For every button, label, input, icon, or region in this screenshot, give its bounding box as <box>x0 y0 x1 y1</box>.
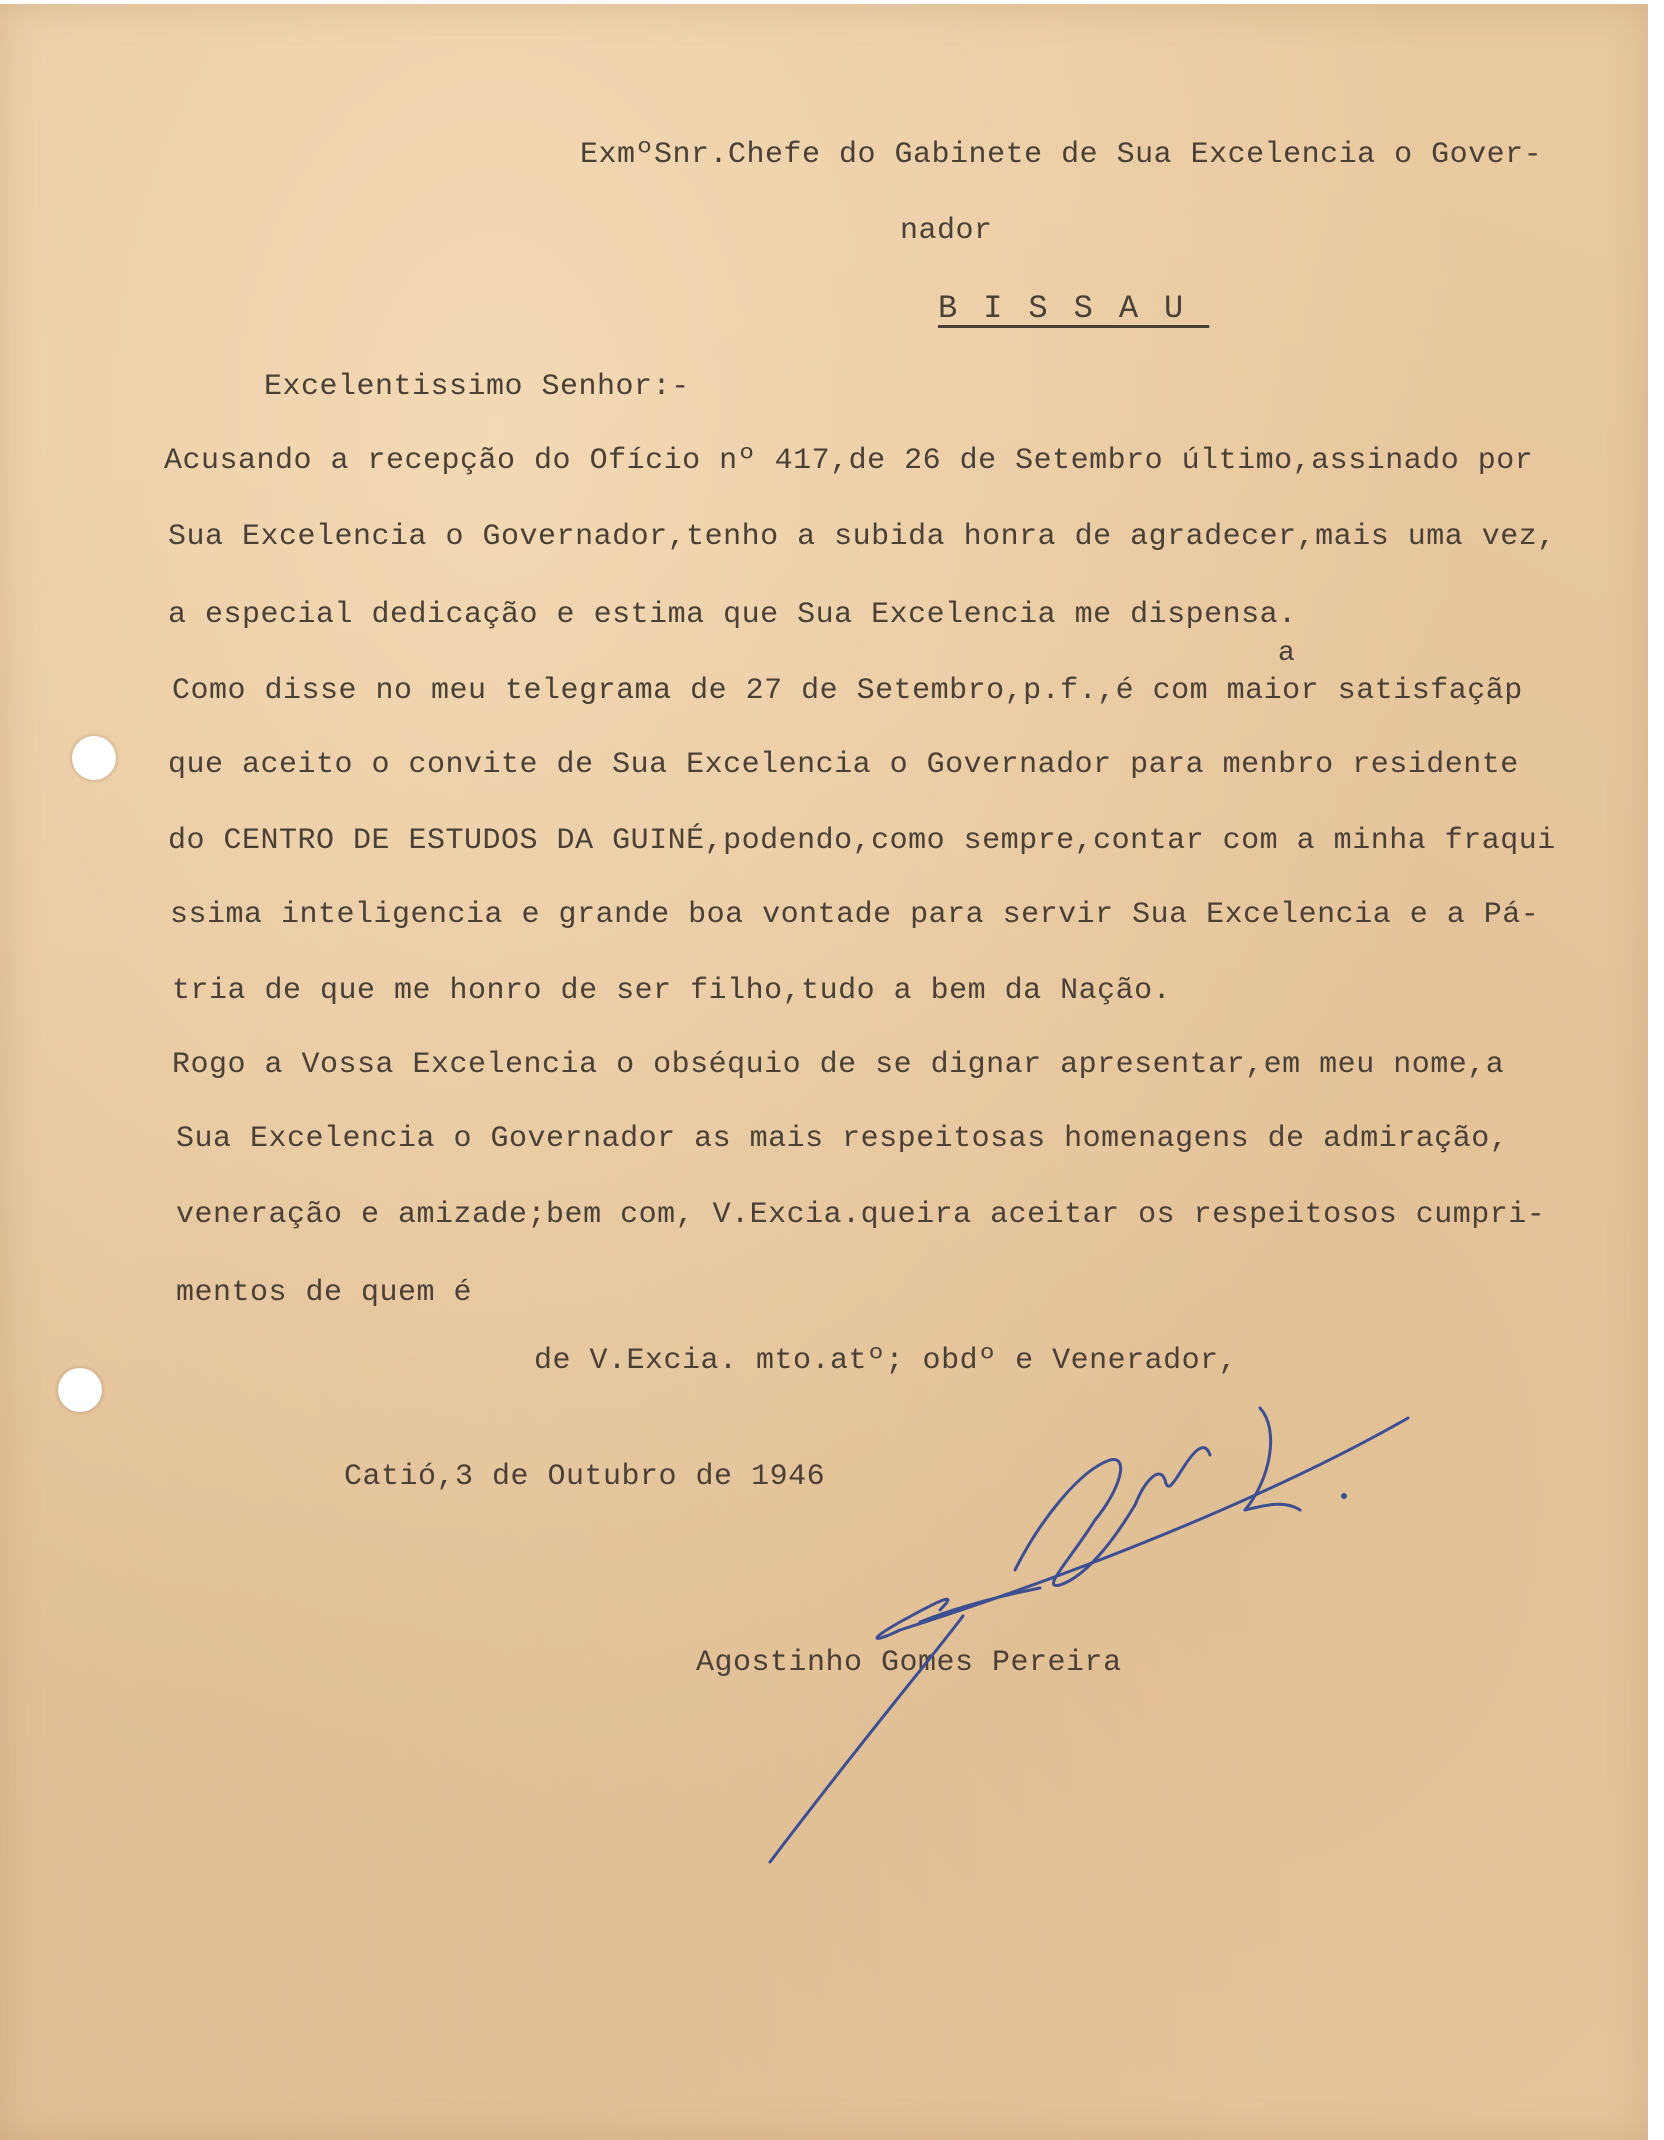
body-line: mentos de quem é <box>176 1276 473 1310</box>
body-line: do CENTRO DE ESTUDOS DA GUINÉ,podendo,como sempre,contar com a minha fraqui <box>168 824 1556 858</box>
body-line: Sua Excelencia o Governador,tenho a subida honra de agradecer,mais uma vez, <box>168 520 1556 554</box>
body-line: tria de que me honro de ser filho,tudo a bem da Nação. <box>172 974 1172 1008</box>
body-line: Acusando a recepção do Ofício nº 417,de 26 de Setembro último,assinado por <box>164 444 1534 478</box>
signatory-name: Agostinho Gomes Pereira <box>696 1646 1122 1680</box>
recipient-line-2: nador <box>900 214 993 248</box>
closing-formula: de V.Excia. mto.atº; obdº e Venerador, <box>534 1344 1238 1378</box>
scan-margin <box>1648 0 1664 2140</box>
recipient-city: BISSAU <box>938 290 1210 327</box>
body-line: que aceito o convite de Sua Excelencia o Governador para menbro residente <box>168 748 1519 782</box>
recipient-line-1: ExmºSnr.Chefe do Gabinete de Sua Excelencia o Gover- <box>580 138 1543 172</box>
punch-hole <box>58 1368 102 1412</box>
body-line: veneração e amizade;bem com, V.Excia.queira aceitar os respeitosos cumpri- <box>176 1198 1546 1232</box>
body-line: Como disse no meu telegrama de 27 de Setembro,p.f.,é com maior satisfaçãp <box>172 674 1523 708</box>
body-line: a especial dedicação e estima que Sua Excelencia me dispensa. <box>168 598 1297 632</box>
punch-hole <box>72 736 116 780</box>
place-and-date: Catió,3 de Outubro de 1946 <box>344 1460 826 1494</box>
salutation: Excelentissimo Senhor:- <box>264 370 690 404</box>
body-line: Rogo a Vossa Excelencia o obséquio de se dignar apresentar,em meu nome,a <box>172 1048 1505 1082</box>
body-line: ssima inteligencia e grande boa vontade para servir Sua Excelencia e a Pá- <box>170 898 1540 932</box>
correction-mark: a <box>1278 638 1295 669</box>
body-line: Sua Excelencia o Governador as mais respeitosas homenagens de admiração, <box>176 1122 1509 1156</box>
